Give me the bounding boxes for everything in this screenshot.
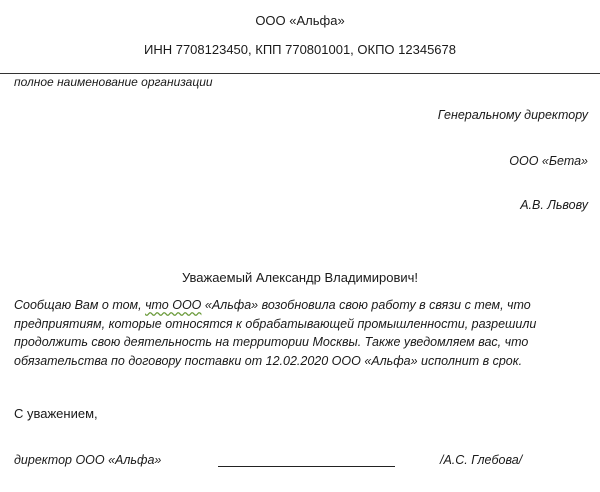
letter-closing: С уважением,: [14, 406, 98, 421]
addressee-name: А.В. Львову: [520, 198, 588, 212]
signature-line: [218, 466, 395, 467]
letter-body-line: предприятиям, которые относятся к обрабатывающей промышленности, разрешили: [14, 316, 537, 331]
letter-greeting: Уважаемый Александр Владимирович!: [181, 270, 419, 285]
letter-body: [14, 296, 574, 370]
letter-body-line: продолжить свою деятельность на территории Москвы. Также уведомляем вас, что: [14, 335, 529, 349]
body-line-suffix: «Альфа» возобновила свою работу в связи с тем, что: [201, 298, 531, 312]
organization-caption: полное наименование организации: [14, 75, 213, 89]
signer-title: директор ООО «Альфа»: [14, 453, 162, 467]
addressee-company: ООО «Бета»: [509, 154, 588, 168]
body-line-prefix: Сообщаю Вам о том,: [14, 298, 146, 312]
organization-codes: ИНН 7708123450, КПП 770801001, ОКПО 12345678: [143, 42, 456, 57]
spellcheck-marked-text: что ООО: [145, 298, 202, 312]
letter-body-line: обязательства по договору поставки от 12.02.2020 ООО «Альфа» исполнит в срок.: [14, 353, 523, 368]
header-divider: [0, 73, 600, 74]
signer-name: /А.С. Глебова/: [440, 453, 523, 467]
letter-body-line: [14, 296, 574, 315]
organization-name: ООО «Альфа»: [255, 13, 345, 28]
addressee-position: Генеральному директору: [437, 108, 588, 122]
